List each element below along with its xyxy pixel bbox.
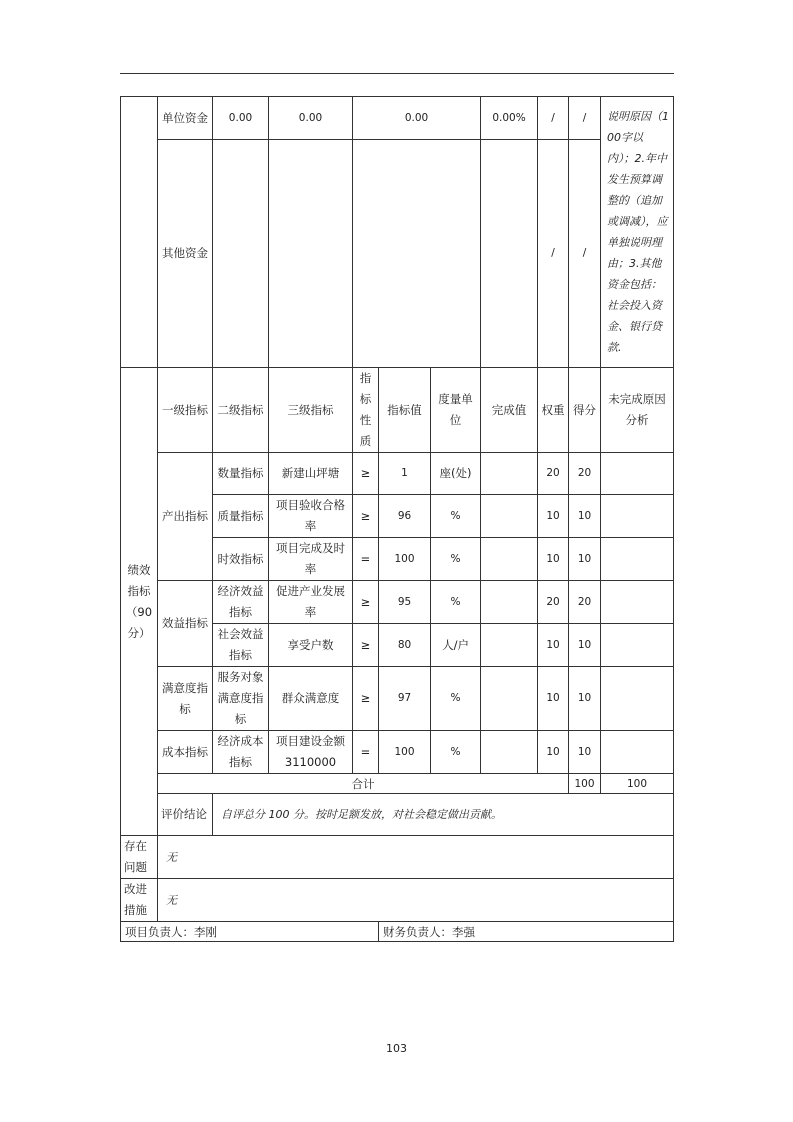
funds-value: 0.00 [353,97,481,140]
level3-cell: 项目验收合格率 [269,495,353,538]
level3-cell: 群众满意度 [269,667,353,731]
unit-cell: % [431,538,481,581]
project-lead: 项目负责人：李刚 [121,922,379,942]
weight-cell: 10 [538,495,569,538]
value-cell: 96 [379,495,431,538]
nature-cell: ≥ [353,581,379,624]
perf-header: 未完成原因分析 [601,368,674,453]
level1-cell: 产出指标 [158,453,213,581]
score-cell: 10 [569,667,601,731]
reason-cell [601,581,674,624]
funds-rate: 0.00% [481,97,538,140]
total-label: 合计 [158,774,569,794]
signature-row [121,922,674,942]
weight-cell: 20 [538,453,569,495]
unit-cell: % [431,667,481,731]
nature-cell: = [353,538,379,581]
problems-row [121,836,674,879]
funds-slash: / [538,97,569,140]
done-cell [481,731,538,774]
total-row [121,774,674,794]
score-cell: 20 [569,581,601,624]
value-cell: 100 [379,538,431,581]
value-cell: 95 [379,581,431,624]
perf-row [121,453,674,495]
level2-cell: 社会效益指标 [213,624,269,667]
conclusion-row [121,794,674,836]
funds-value: 0.00 [213,97,269,140]
nature-cell: ≥ [353,667,379,731]
level1-cell: 满意度指标 [158,667,213,731]
empty-cell [353,140,481,368]
weight-cell: 10 [538,538,569,581]
level2-cell: 数量指标 [213,453,269,495]
level3-cell: 新建山坪塘 [269,453,353,495]
value-cell: 1 [379,453,431,495]
perf-section-label: 绩效指标（90分） [121,368,158,836]
funds-label: 单位资金 [158,97,213,140]
perf-header: 完成值 [481,368,538,453]
unit-cell: 人/户 [431,624,481,667]
improvements-row [121,879,674,922]
weight-cell: 20 [538,581,569,624]
value-cell: 80 [379,624,431,667]
funds-label: 其他资金 [158,140,213,368]
unit-cell: % [431,731,481,774]
weight-cell: 10 [538,667,569,731]
perf-header: 三级指标 [269,368,353,453]
done-cell [481,581,538,624]
perf-header: 得分 [569,368,601,453]
reason-cell [601,453,674,495]
total-weight: 100 [569,774,601,794]
done-cell [481,667,538,731]
score-cell: 20 [569,453,601,495]
problems-text: 无 [158,836,674,879]
done-cell [481,624,538,667]
done-cell [481,495,538,538]
conclusion-label: 评价结论 [158,794,213,836]
level2-cell: 经济成本指标 [213,731,269,774]
weight-cell: 10 [538,624,569,667]
header-rule [120,73,674,74]
funds-slash: / [569,97,601,140]
funds-value: 0.00 [269,97,353,140]
performance-table [120,96,674,942]
perf-row [121,581,674,624]
reason-cell [601,667,674,731]
finance-lead: 财务负责人：李强 [379,922,674,942]
reason-cell [601,731,674,774]
empty-cell [269,140,353,368]
level1-cell: 效益指标 [158,581,213,667]
nature-cell: = [353,731,379,774]
value-cell: 97 [379,667,431,731]
total-score: 100 [601,774,674,794]
empty-cell [213,140,269,368]
perf-row [121,667,674,731]
funds-left-blank [121,97,158,368]
perf-header: 一级指标 [158,368,213,453]
funds-note: 说明原因（100字以内）；2.年中发生预算调整的（追加或调减），应单独说明理由；3.其他资金包括：社会投入资金、银行贷款. [601,97,674,368]
level1-cell: 成本指标 [158,731,213,774]
score-cell: 10 [569,731,601,774]
page-number: 103 [386,1042,407,1055]
level3-cell: 享受户数 [269,624,353,667]
score-cell: 10 [569,624,601,667]
nature-cell: ≥ [353,495,379,538]
nature-cell: ≥ [353,453,379,495]
funds-slash: / [569,140,601,368]
level2-cell: 服务对象满意度指标 [213,667,269,731]
problems-label: 存在问题 [121,836,158,879]
reason-cell [601,624,674,667]
level3-cell: 项目完成及时率 [269,538,353,581]
conclusion-text: 自评总分 100 分。按时足额发放，对社会稳定做出贡献。 [213,794,674,836]
perf-header: 度量单位 [431,368,481,453]
level2-cell: 时效指标 [213,538,269,581]
unit-cell: % [431,495,481,538]
perf-header: 权重 [538,368,569,453]
score-cell: 10 [569,495,601,538]
perf-header: 二级指标 [213,368,269,453]
value-cell: 100 [379,731,431,774]
reason-cell [601,538,674,581]
perf-header: 指标性质 [353,368,379,453]
perf-header: 指标值 [379,368,431,453]
level3-cell: 促进产业发展率 [269,581,353,624]
unit-cell: 座(处) [431,453,481,495]
level2-cell: 质量指标 [213,495,269,538]
funds-slash: / [538,140,569,368]
nature-cell: ≥ [353,624,379,667]
improvements-label: 改进措施 [121,879,158,922]
reason-cell [601,495,674,538]
done-cell [481,538,538,581]
empty-cell [481,140,538,368]
level2-cell: 经济效益指标 [213,581,269,624]
funds-row-other [121,140,674,368]
improvements-text: 无 [158,879,674,922]
perf-header-row [121,368,674,453]
score-cell: 10 [569,538,601,581]
funds-row-unit [121,97,674,140]
unit-cell: % [431,581,481,624]
level3-cell: 项目建设金额 3110000 [269,731,353,774]
perf-row [121,731,674,774]
weight-cell: 10 [538,731,569,774]
done-cell [481,453,538,495]
